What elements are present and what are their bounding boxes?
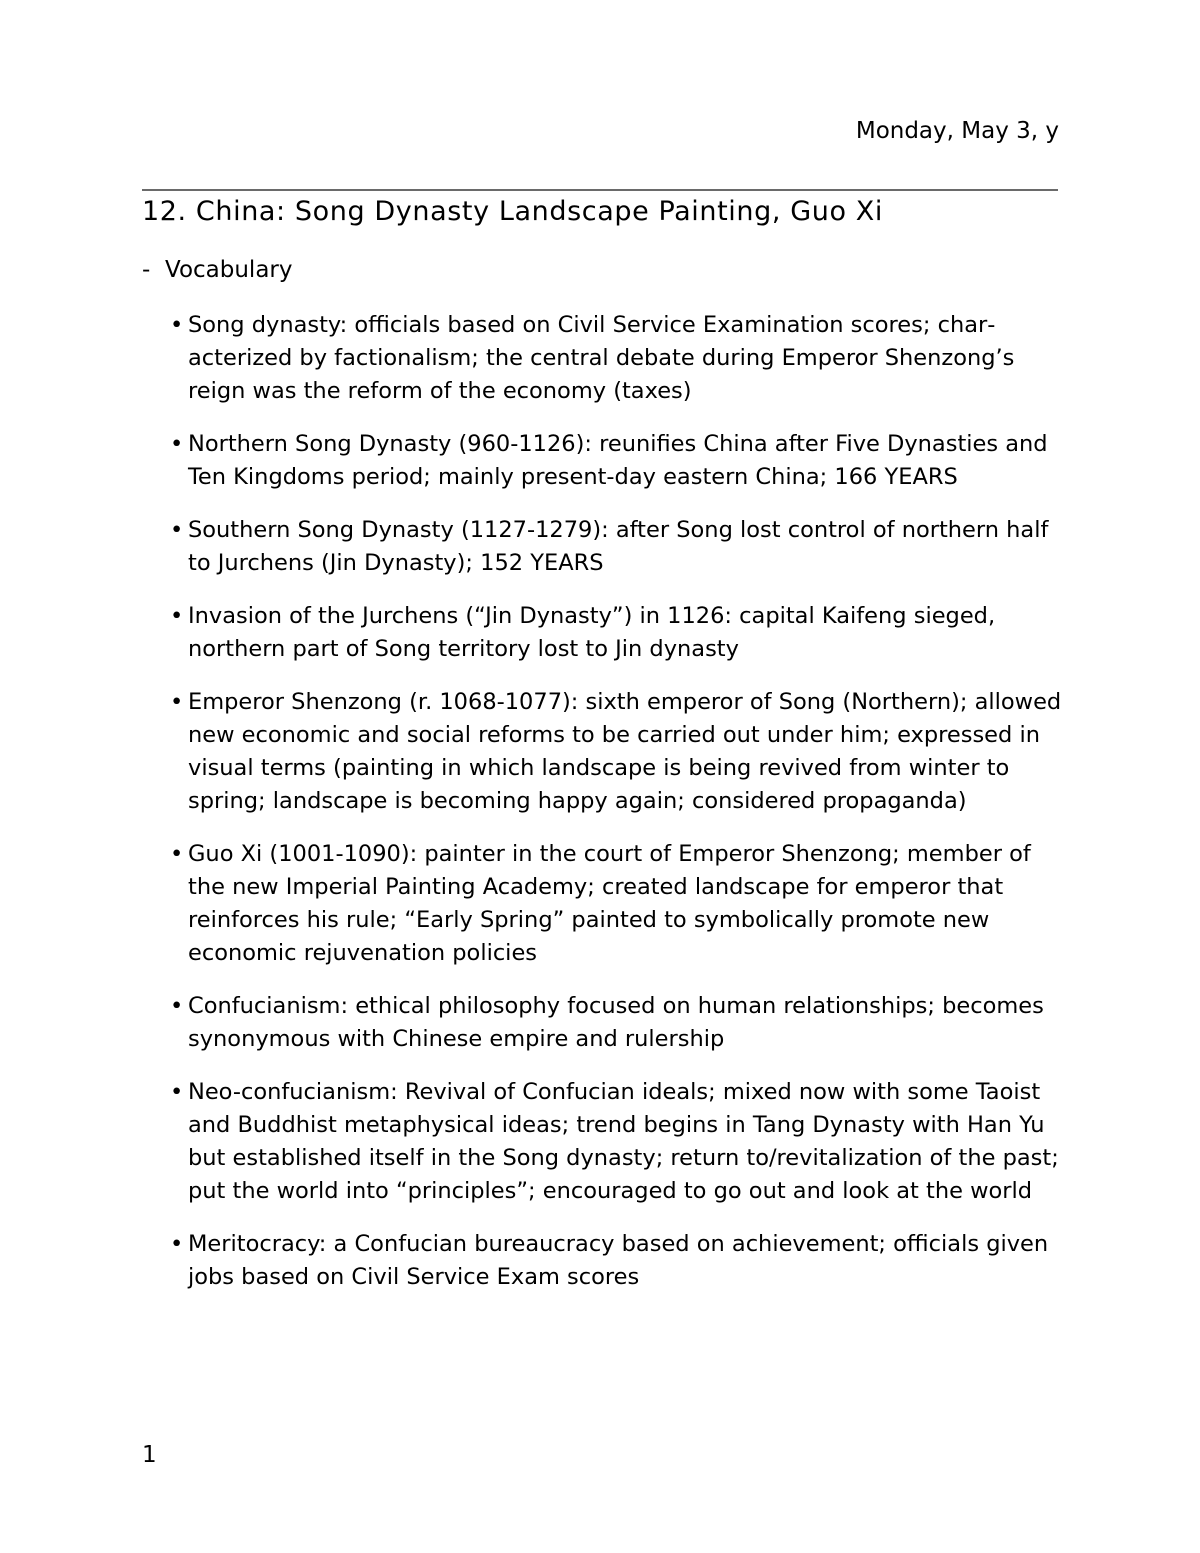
section-heading <box>142 255 293 285</box>
list-item <box>170 309 1068 408</box>
list-item <box>170 428 1068 494</box>
bullet-icon: • <box>170 431 184 457</box>
section-label: Vocabulary <box>165 257 293 283</box>
list-item-text: Southern Song Dynasty (1127-1279): after Song lost control of northern half to Jurchens (Jin Dynasty); 152 YEARS <box>188 517 1049 576</box>
bullet-icon: • <box>170 1231 184 1257</box>
list-item <box>170 990 1068 1056</box>
list-item-text: Guo Xi (1001-1090): painter in the court of Emperor Shenzong; member of the new Imperial Painting Academy; created landscape for emperor that reinforces his rule; “Early Spring” painted to symbolically promote new economic rejuvenation policies <box>188 841 1031 966</box>
list-item-text: Neo-confucianism: Revival of Confucian ideals; mixed now with some Taoist and Buddhist metaphysical ideas; trend begins in Tang Dynasty with Han Yu but established itself in the Song dynasty; return to/revitalization of the past; put the world into “principles”; encouraged to go out and look at the world <box>188 1079 1059 1204</box>
list-item <box>170 1228 1068 1294</box>
bullet-icon: • <box>170 312 184 338</box>
bullet-icon: • <box>170 517 184 543</box>
list-item-text: Invasion of the Jurchens (“Jin Dynasty”) in 1126: capital Kaifeng sieged, northern part of Song territory lost to Jin dynasty <box>188 603 996 662</box>
vocabulary-list <box>170 309 1068 1314</box>
list-item-text: Confucianism: ethical philosophy focused on human relationships; becomes synonymous with Chinese empire and rulership <box>188 993 1044 1052</box>
list-item-text: Song dynasty: officials based on Civil Service Examination scores; characterized by factionalism; the central debate during Emperor Shenzong’s reign was the reform of the economy (taxes) <box>188 312 1015 404</box>
list-item <box>170 514 1068 580</box>
list-item-text: Northern Song Dynasty (960-1126): reunifies China after Five Dynasties and Ten Kingdoms period; mainly present-day eastern China; 166 YEARS <box>188 431 1048 490</box>
list-item-text: Emperor Shenzong (r. 1068-1077): sixth emperor of Song (Northern); allowed new economic and social reforms to be carried out under him; expressed in visual terms (painting in which landscape is being revived from winter to spring; landscape is becoming happy again; considered propaganda) <box>188 689 1062 814</box>
list-item <box>170 686 1068 818</box>
bullet-icon: • <box>170 689 184 715</box>
bullet-icon: • <box>170 841 184 867</box>
list-item <box>170 1076 1068 1208</box>
list-item <box>170 838 1068 970</box>
title-rule <box>142 189 1058 191</box>
bullet-icon: • <box>170 603 184 629</box>
header-date: Monday, May 3, y <box>855 118 1059 144</box>
page-number: 1 <box>142 1442 157 1468</box>
bullet-icon: • <box>170 993 184 1019</box>
section-dash: - <box>142 257 151 283</box>
bullet-icon: • <box>170 1079 184 1105</box>
list-item-text: Meritocracy: a Confucian bureaucracy based on achievement; officials given jobs based on Civil Service Exam scores <box>188 1231 1049 1290</box>
page-title: 12. China: Song Dynasty Landscape Painting, Guo Xi <box>142 196 883 227</box>
list-item <box>170 600 1068 666</box>
